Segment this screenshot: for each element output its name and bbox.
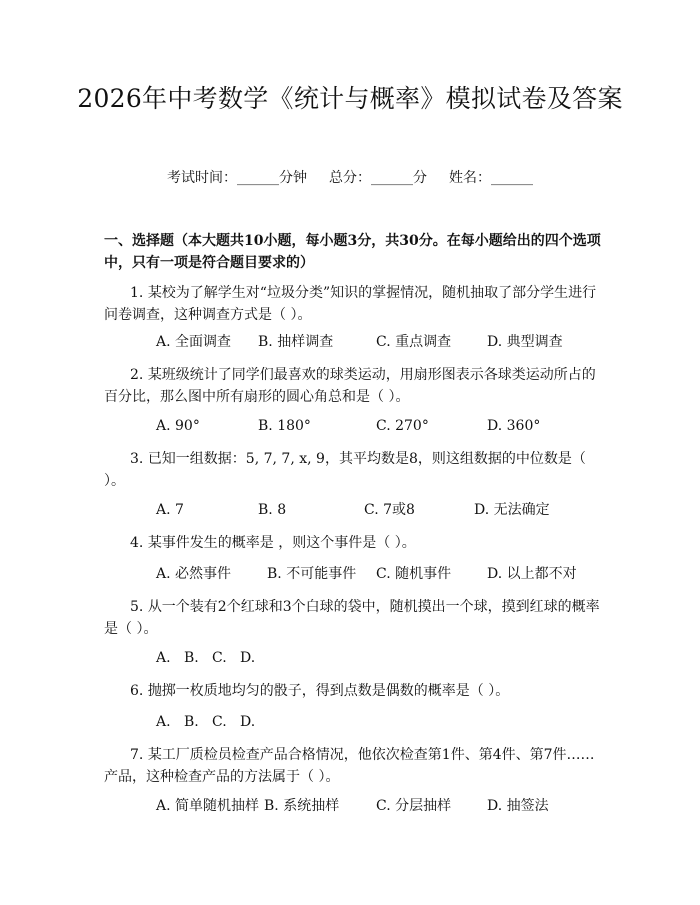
question-text: 某工厂质检员检查产品合格情况，他依次检查第1件、第4件、第7件……产品，这种检查产品的方法属于（ ）。 [104,747,595,785]
question-text: 从一个装有2个红球和3个白球的袋中，随机摸出一个球，摸到红球的概率是（ ）。 [104,599,600,637]
question-4 [104,532,604,554]
question-number: 7. [130,747,144,763]
question-2 [104,364,604,408]
page-title: 2026年中考数学《统计与概率》模拟试卷及答案 [77,84,623,113]
option-a: A. [156,650,171,666]
question-number: 5. [130,599,144,615]
option-b: B. 不可能事件 [267,566,357,582]
option-b: B. [184,650,199,666]
option-b: B. 系统抽样 [264,798,340,814]
option-c: C. 随机事件 [376,566,452,582]
question-text: 某校为了解学生对“垃圾分类”知识的掌握情况，随机抽取了部分学生进行问卷调查，这种调查方式是（ ）。 [104,285,597,323]
question-3-options [156,500,616,520]
option-d: D. [240,714,256,730]
option-a: A. 简单随机抽样 [156,798,260,814]
option-c: C. [212,650,227,666]
question-number: 4. [130,535,144,551]
question-number: 1. [130,285,144,301]
question-text: 已知一组数据：5, 7, 7, x, 9，其平均数是8，则这组数据的中位数是（ ）。 [104,451,586,489]
option-a: A. 7 [156,502,184,518]
question-7 [104,744,604,788]
question-1-options [156,332,616,352]
question-number: 2. [130,367,144,383]
option-b: B. 8 [258,502,287,518]
option-d: D. 无法确定 [474,502,550,518]
option-d: D. 360° [487,418,541,434]
option-c: C. 7或8 [364,502,415,518]
question-6 [104,680,604,702]
option-d: D. 以上都不对 [487,566,577,582]
option-a: A. 必然事件 [156,566,232,582]
question-number: 3. [130,451,144,467]
question-6-options [156,712,616,732]
option-c: C. 分层抽样 [376,798,452,814]
option-a: A. [156,714,171,730]
option-d: D. 典型调查 [487,334,563,350]
option-c: C. [212,714,227,730]
total-score-field: 总分：______分 [329,170,427,186]
question-5-options [156,648,616,668]
option-a: A. 90° [156,418,200,434]
option-a: A. 全面调查 [156,334,232,350]
question-5 [104,596,604,640]
question-1 [104,282,604,326]
option-d: D. 抽签法 [487,798,549,814]
question-7-options [156,796,616,816]
exam-time-field: 考试时间：______分钟 [167,170,307,186]
question-4-options [156,564,616,584]
question-3 [104,448,604,492]
section-heading: 一、选择题（本大题共10小题，每小题3分，共30分。在每小题给出的四个选项中，只有一项是符合题目要求的） [104,233,601,271]
exam-meta [0,168,700,188]
question-number: 6. [130,683,144,699]
option-b: B. [184,714,199,730]
question-2-options [156,416,616,436]
question-text: 某事件发生的概率是 ，则这个事件是（ ）。 [147,535,416,551]
question-text: 某班级统计了同学们最喜欢的球类运动，用扇形图表示各球类运动所占的百分比，那么图中所有扇形的圆心角总和是（ ）。 [104,367,596,405]
question-text: 抛掷一枚质地均匀的骰子，得到点数是偶数的概率是（ ）。 [147,683,510,699]
option-c: C. 270° [376,418,429,434]
student-name-field: 姓名：______ [449,170,533,186]
option-c: C. 重点调查 [376,334,452,350]
option-d: D. [240,650,256,666]
option-b: B. 抽样调查 [258,334,334,350]
option-b: B. 180° [258,418,311,434]
